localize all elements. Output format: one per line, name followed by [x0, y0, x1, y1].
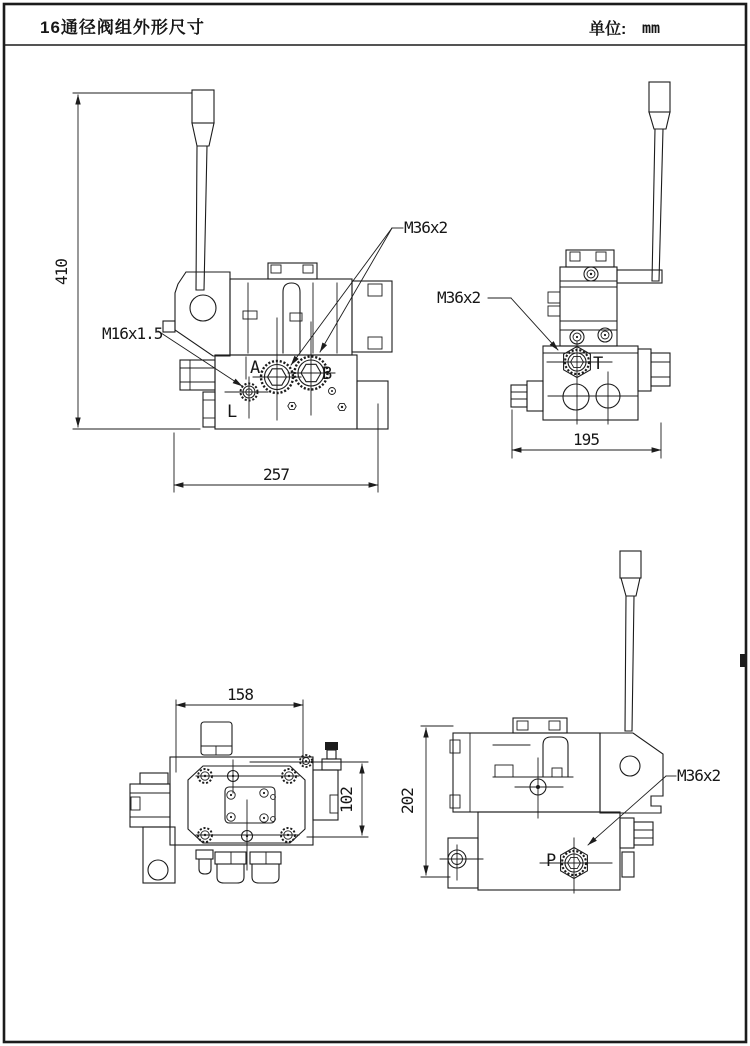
front-port-a-label: A	[250, 358, 261, 378]
unit-label: 单位:	[589, 21, 627, 38]
sheet-border	[4, 4, 747, 1042]
front-dim-height	[52, 93, 200, 429]
front-port-b-label: B	[322, 364, 333, 384]
front-port-l-label: L	[227, 402, 238, 422]
front-view	[52, 90, 448, 492]
front-small-bolts	[288, 388, 346, 411]
front-leader-m36	[291, 218, 448, 365]
top-view	[130, 685, 368, 883]
top-solenoid-cap	[201, 722, 232, 755]
left-lever	[620, 551, 641, 731]
front-dim-410: 410	[52, 259, 71, 285]
top-bottom-fittings	[196, 850, 281, 883]
unit-value: mm	[642, 19, 661, 37]
right-m36-label: M36x2	[437, 288, 481, 307]
front-dim-257: 257	[263, 465, 289, 484]
left-port-p-label: P	[546, 851, 557, 871]
right-port-t-label: T	[593, 354, 604, 374]
front-m36-label: M36x2	[404, 218, 448, 237]
left-upper-body	[450, 718, 663, 818]
front-m16-label: M16x1.5	[102, 324, 163, 343]
left-m36-label: M36x2	[677, 766, 721, 785]
right-leader-m36	[437, 288, 558, 350]
right-lower-plugs	[548, 372, 637, 424]
right-lever	[649, 82, 670, 281]
top-dim-width	[176, 685, 303, 772]
right-pilot-block	[548, 250, 662, 346]
front-lever	[192, 90, 214, 290]
top-left-fittings	[130, 773, 175, 883]
border-tick	[740, 654, 747, 667]
right-dim-width	[512, 410, 661, 458]
left-dim-202: 202	[398, 788, 417, 814]
front-dim-width	[174, 404, 378, 492]
title-bar	[40, 17, 660, 38]
side-view-right	[437, 82, 670, 458]
left-dim-height	[398, 726, 453, 877]
right-dim-195: 195	[573, 430, 599, 449]
drawing-title: 16通径阀组外形尺寸	[40, 18, 205, 37]
top-corner-bolts	[198, 755, 312, 842]
side-view-left	[398, 551, 721, 893]
top-dim-102: 102	[337, 787, 356, 813]
top-dim-158: 158	[227, 685, 253, 704]
